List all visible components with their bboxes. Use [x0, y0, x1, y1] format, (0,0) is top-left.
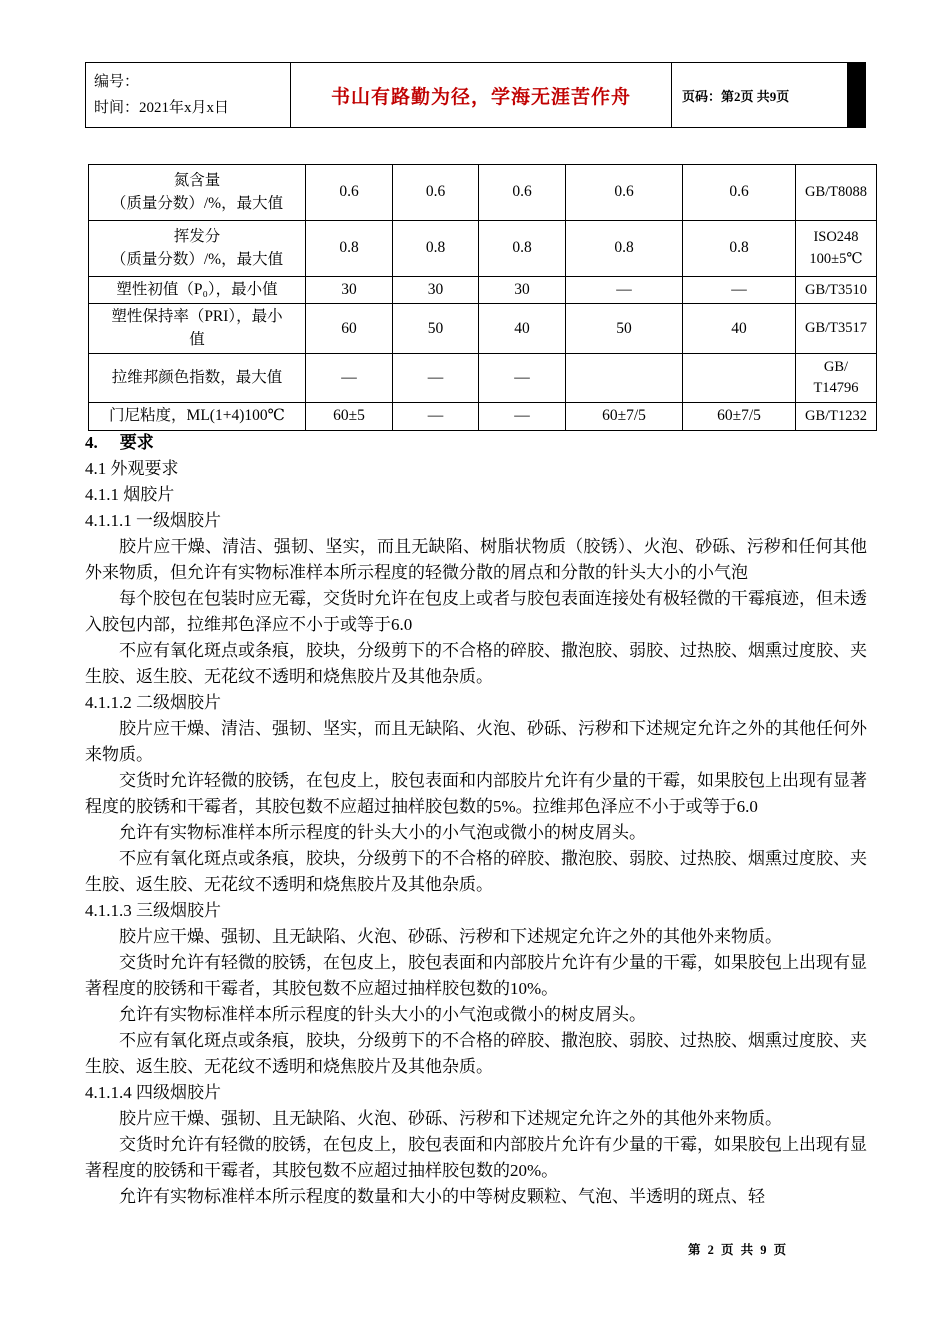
- standard-line: T14796: [813, 380, 859, 397]
- table-cell: 60±5: [306, 403, 393, 430]
- standard-cell: [796, 277, 877, 304]
- header-number-label: 编号：: [94, 74, 140, 90]
- row-label-line: （质量分数）/%，最大值: [110, 250, 284, 268]
- row-label-line: （质量分数）/%，最大值: [110, 194, 284, 212]
- table-cell: 50: [566, 304, 683, 354]
- header-time-label: 时间：2021年x月x日: [94, 99, 230, 116]
- section-heading: 4.1.1 烟胶片: [85, 485, 175, 504]
- row-label: [89, 403, 306, 430]
- table-cell: [683, 354, 796, 403]
- table-cell: 60: [306, 304, 393, 354]
- paragraph: 允许有实物标准样本所示程度的针头大小的小气泡或微小的树皮屑头。: [119, 1005, 646, 1024]
- table-cell: —: [393, 354, 479, 403]
- page-header: [85, 62, 866, 128]
- table-cell: 0.6: [683, 165, 796, 221]
- table-cell: —: [479, 354, 566, 403]
- table-cell: 0.8: [306, 221, 393, 277]
- paragraph: 交货时允许有轻微的胶锈，在包皮上，胶包表面和内部胶片允许有少量的干霉，如果胶包上出现有显著程度的胶锈和干霉者，其胶包数不应超过抽样胶包数的10%。: [85, 953, 867, 998]
- standard-cell: [796, 403, 877, 430]
- table-row: [89, 403, 877, 430]
- section-heading: 4.1.1.3 三级烟胶片: [85, 901, 221, 920]
- standard-line: 100±5℃: [809, 250, 863, 267]
- standard-line: GB/T3510: [804, 281, 868, 298]
- table-cell: 0.6: [393, 165, 479, 221]
- table-cell: —: [683, 277, 796, 304]
- paragraph: 胶片应干燥、清洁、强韧、坚实，而且无缺陷、树脂状物质（胶锈）、火泡、砂砾、污秽和任何其他外来物质，但允许有实物标准样本所示程度的轻微分散的屑点和分散的针头大小的小气泡: [85, 537, 867, 582]
- table-cell: —: [566, 277, 683, 304]
- table-cell: —: [393, 403, 479, 430]
- section-heading: 4.1.1.1 一级烟胶片: [85, 511, 221, 530]
- table-cell: 40: [683, 304, 796, 354]
- standard-line: GB/: [823, 359, 849, 376]
- row-label: [89, 277, 306, 304]
- page-number-footer: 第 2 页 共 9 页: [688, 1243, 789, 1257]
- document-body: [85, 430, 867, 1210]
- section-title: 要求: [119, 433, 154, 452]
- table-cell: 60±7/5: [683, 403, 796, 430]
- spec-table: [88, 164, 877, 431]
- standard-cell: [796, 304, 877, 354]
- standard-cell: [796, 221, 877, 277]
- paragraph: 胶片应干燥、强韧、且无缺陷、火泡、砂砾、污秽和下述规定允许之外的其他外来物质。: [119, 1109, 782, 1128]
- table-cell: —: [479, 403, 566, 430]
- section-heading-main: [85, 430, 867, 456]
- row-label-line: 氮含量: [173, 172, 221, 190]
- section-heading: 4.1 外观要求: [85, 459, 179, 478]
- table-cell: [566, 354, 683, 403]
- paragraph: 不应有氧化斑点或条痕，胶块，分级剪下的不合格的碎胶、撒泡胶、弱胶、过热胶、烟熏过度胶、夹生胶、返生胶、无花纹不透明和烧焦胶片及其他杂质。: [85, 641, 867, 686]
- table-cell: 40: [479, 304, 566, 354]
- paragraph: 交货时允许有轻微的胶锈，在包皮上，胶包表面和内部胶片允许有少量的干霉，如果胶包上出现有显著程度的胶锈和干霉者，其胶包数不应超过抽样胶包数的20%。: [85, 1135, 867, 1180]
- standard-line: GB/T8088: [804, 183, 868, 200]
- row-label: [89, 304, 306, 354]
- row-label: [89, 221, 306, 277]
- paragraph: 允许有实物标准样本所示程度的针头大小的小气泡或微小的树皮屑头。: [119, 823, 646, 842]
- table-cell: 30: [393, 277, 479, 304]
- paragraph: 胶片应干燥、强韧、且无缺陷、火泡、砂砾、污秽和下述规定允许之外的其他外来物质。: [119, 927, 782, 946]
- section-heading: 4.1.1.2 二级烟胶片: [85, 693, 221, 712]
- section-number: 4.: [85, 433, 98, 452]
- standard-cell: [796, 165, 877, 221]
- paragraph: 每个胶包在包装时应无霉，交货时允许在包皮上或者与胶包表面连接处有极轻微的干霉痕迹，但未透入胶包内部，拉维邦色泽应不小于或等于6.0: [85, 589, 867, 634]
- header-motto: 书山有路勤为径，学海无涯苦作舟: [291, 63, 672, 127]
- row-label-line: 挥发分: [173, 228, 221, 246]
- row-label-line: 塑性初值（P₀），最小值: [116, 281, 278, 298]
- standard-line: GB/T3517: [804, 320, 868, 337]
- table-cell: 0.6: [566, 165, 683, 221]
- standard-line: GB/T1232: [804, 408, 868, 425]
- table-row: [89, 277, 877, 304]
- paragraph: 胶片应干燥、清洁、强韧、坚实，而且无缺陷、火泡、砂砾、污秽和下述规定允许之外的其他任何外来物质。: [85, 719, 867, 764]
- table-row: [89, 354, 877, 403]
- standard-cell: [796, 354, 877, 403]
- table-row: [89, 165, 877, 221]
- header-black-mark: [847, 63, 865, 127]
- row-label-line: 塑性保持率（PRI），最小: [111, 308, 283, 326]
- table-cell: 0.8: [683, 221, 796, 277]
- paragraph: 允许有实物标准样本所示程度的数量和大小的中等树皮颗粒、气泡、半透明的斑点、轻: [119, 1187, 765, 1206]
- table-cell: 0.8: [393, 221, 479, 277]
- table-cell: 0.8: [479, 221, 566, 277]
- table-cell: 0.6: [479, 165, 566, 221]
- table-cell: 50: [393, 304, 479, 354]
- row-label: [89, 354, 306, 403]
- table-cell: 30: [479, 277, 566, 304]
- row-label-line: 门尼粘度，ML(1+4)100℃: [109, 407, 285, 425]
- section-heading: 4.1.1.4 四级烟胶片: [85, 1083, 221, 1102]
- standard-line: ISO248: [813, 229, 859, 246]
- table-cell: —: [306, 354, 393, 403]
- paragraph: 不应有氧化斑点或条痕，胶块，分级剪下的不合格的碎胶、撒泡胶、弱胶、过热胶、烟熏过度胶、夹生胶、返生胶、无花纹不透明和烧焦胶片及其他杂质。: [85, 1031, 867, 1076]
- table-cell: 0.8: [566, 221, 683, 277]
- header-meta: [86, 63, 291, 127]
- table-cell: 30: [306, 277, 393, 304]
- table-row: [89, 221, 877, 277]
- paragraph: 不应有氧化斑点或条痕，胶块，分级剪下的不合格的碎胶、撒泡胶、弱胶、过热胶、烟熏过度胶、夹生胶、返生胶、无花纹不透明和烧焦胶片及其他杂质。: [85, 849, 867, 894]
- paragraph: 交货时允许轻微的胶锈，在包皮上，胶包表面和内部胶片允许有少量的干霉，如果胶包上出现有显著程度的胶锈和干霉者，其胶包数不应超过抽样胶包数的5%。拉维邦色泽应不小于或等于6.0: [85, 771, 867, 816]
- header-page-label: 页码：第2页 共9页: [682, 88, 790, 104]
- table-cell: 0.6: [306, 165, 393, 221]
- row-label-line: 拉维邦颜色指数，最大值: [111, 369, 283, 387]
- row-label: [89, 165, 306, 221]
- table-row: [89, 304, 877, 354]
- table-cell: 60±7/5: [566, 403, 683, 430]
- row-label-line: 值: [189, 330, 205, 348]
